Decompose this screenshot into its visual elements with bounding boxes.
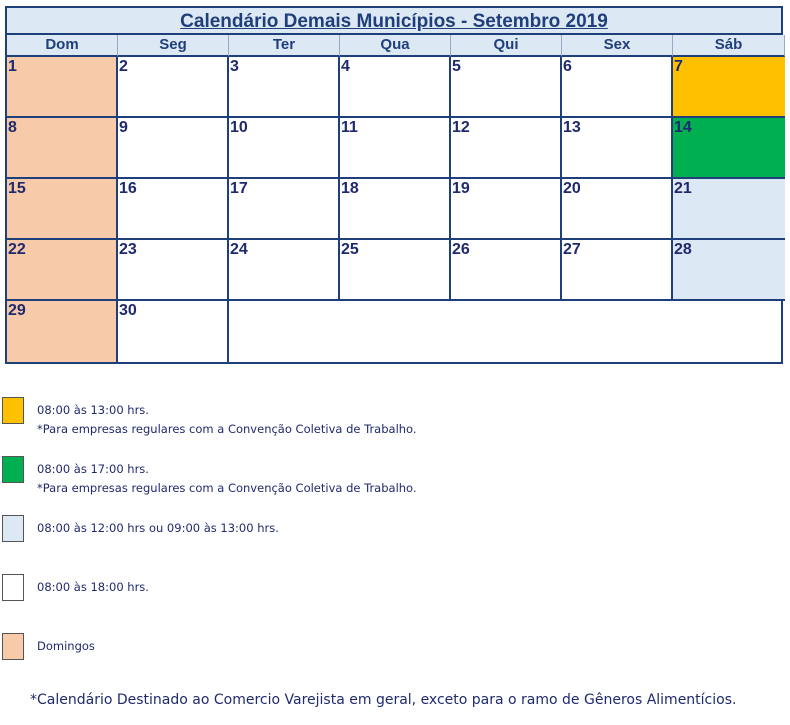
day-cell: 13 bbox=[562, 118, 673, 179]
legend-hours: 08:00 às 12:00 hrs ou 09:00 às 13:00 hrs. bbox=[37, 521, 279, 535]
day-cell: 3 bbox=[229, 57, 340, 118]
weekday-header-qua: Qua bbox=[340, 35, 451, 57]
day-cell-sunday: 29 bbox=[7, 301, 118, 362]
legend-swatch-sunday bbox=[2, 633, 24, 660]
day-cell-sunday: 1 bbox=[7, 57, 118, 118]
day-cell: 4 bbox=[340, 57, 451, 118]
legend-hours: Domingos bbox=[37, 639, 95, 653]
day-cell: 2 bbox=[118, 57, 229, 118]
day-cell-saturday-blue: 28 bbox=[673, 240, 785, 301]
legend-text bbox=[37, 460, 417, 498]
footnote: *Calendário Destinado ao Comercio Varejista em geral, exceto para o ramo de Gêneros Alimentícios. bbox=[30, 692, 737, 708]
day-cell: 10 bbox=[229, 118, 340, 179]
day-cell: 18 bbox=[340, 179, 451, 240]
day-cell: 25 bbox=[340, 240, 451, 301]
legend-text bbox=[37, 401, 417, 439]
weekday-header-dom: Dom bbox=[7, 35, 118, 57]
legend-swatch-white bbox=[2, 574, 24, 601]
empty-cell bbox=[229, 301, 785, 362]
weekday-header-seg: Seg bbox=[118, 35, 229, 57]
legend-note: *Para empresas regulares com a Convenção Coletiva de Trabalho. bbox=[37, 481, 417, 495]
day-cell: 20 bbox=[562, 179, 673, 240]
day-cell-sunday: 8 bbox=[7, 118, 118, 179]
day-cell: 5 bbox=[451, 57, 562, 118]
legend-hours: 08:00 às 13:00 hrs. bbox=[37, 403, 149, 417]
day-cell: 24 bbox=[229, 240, 340, 301]
calendar-grid bbox=[5, 33, 783, 364]
day-cell-saturday-blue: 21 bbox=[673, 179, 785, 240]
legend-text bbox=[37, 578, 149, 597]
day-cell-sunday: 15 bbox=[7, 179, 118, 240]
calendar-title: Calendário Demais Municípios - Setembro 2019 bbox=[5, 6, 783, 33]
day-cell: 11 bbox=[340, 118, 451, 179]
legend-swatch-yellow bbox=[2, 397, 24, 424]
legend-text bbox=[37, 519, 279, 538]
weekday-header-sex: Sex bbox=[562, 35, 673, 57]
legend-note: *Para empresas regulares com a Convenção Coletiva de Trabalho. bbox=[37, 422, 417, 436]
day-cell: 30 bbox=[118, 301, 229, 362]
legend-swatch-light-blue bbox=[2, 515, 24, 542]
day-cell: 9 bbox=[118, 118, 229, 179]
day-cell: 19 bbox=[451, 179, 562, 240]
day-cell-saturday-green: 14 bbox=[673, 118, 785, 179]
legend-text bbox=[37, 637, 95, 656]
day-cell: 16 bbox=[118, 179, 229, 240]
day-cell: 6 bbox=[562, 57, 673, 118]
legend-hours: 08:00 às 17:00 hrs. bbox=[37, 462, 149, 476]
day-cell-saturday-yellow: 7 bbox=[673, 57, 785, 118]
weekday-header-ter: Ter bbox=[229, 35, 340, 57]
legend-hours: 08:00 às 18:00 hrs. bbox=[37, 580, 149, 594]
day-cell: 27 bbox=[562, 240, 673, 301]
day-cell: 12 bbox=[451, 118, 562, 179]
weekday-header-qui: Qui bbox=[451, 35, 562, 57]
day-cell: 26 bbox=[451, 240, 562, 301]
day-cell: 17 bbox=[229, 179, 340, 240]
day-cell: 23 bbox=[118, 240, 229, 301]
legend-swatch-green bbox=[2, 456, 24, 483]
calendar bbox=[5, 6, 783, 364]
day-cell-sunday: 22 bbox=[7, 240, 118, 301]
weekday-header-sab: Sáb bbox=[673, 35, 785, 57]
